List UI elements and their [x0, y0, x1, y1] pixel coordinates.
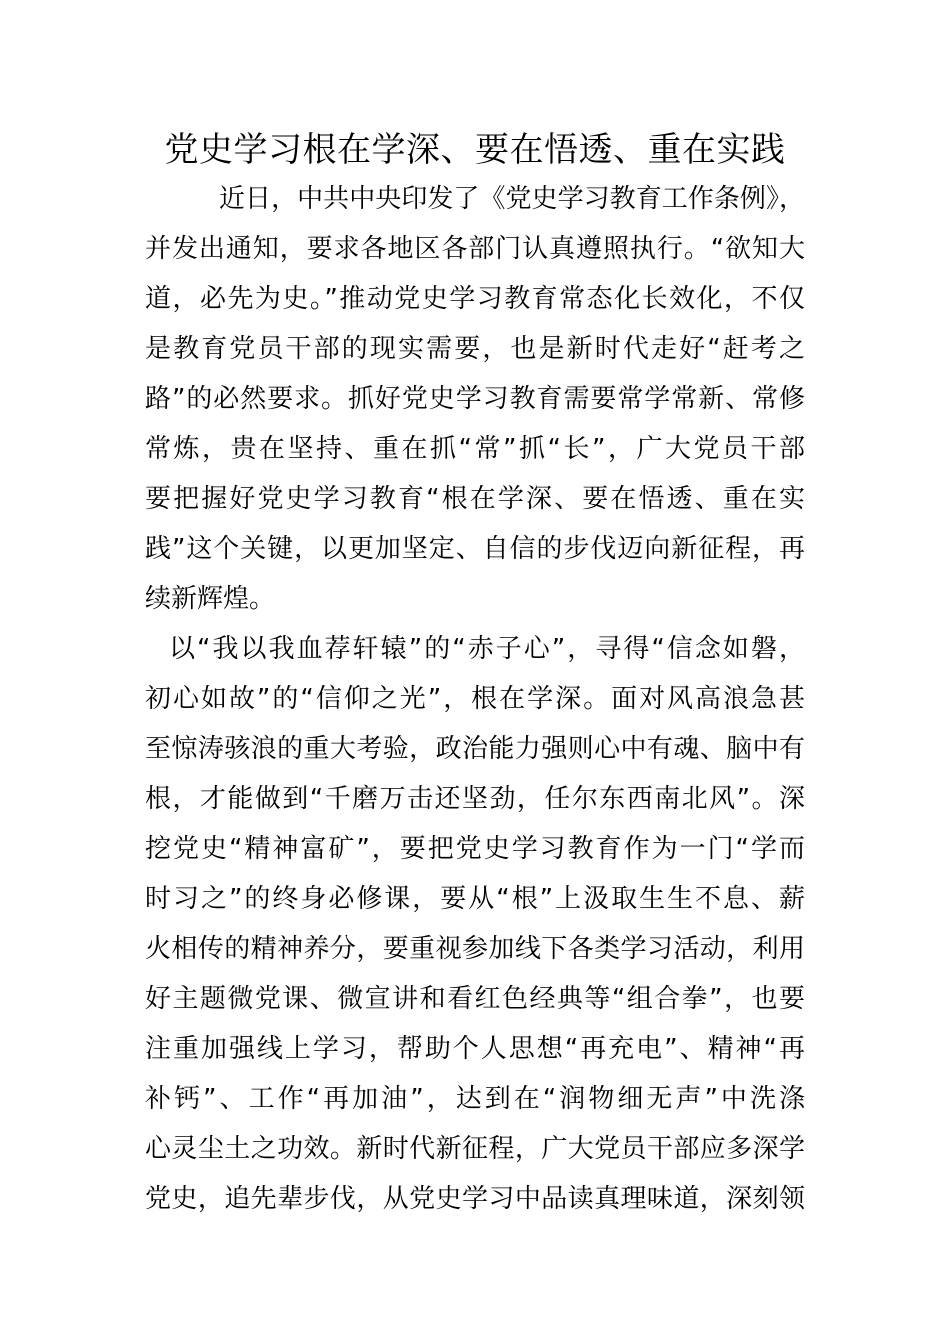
- paragraph-1-line-9: 续新辉煌。: [145, 584, 276, 614]
- paragraph-1-line-8: 践”这个关键，以更加坚定、自信的步伐迈向新征程，再: [145, 534, 805, 564]
- paragraph-2-line-10: 补钙”、工作“再加油”，达到在“润物细无声”中洗涤: [145, 1084, 805, 1114]
- paragraph-2-line-5: 挖党史“精神富矿”，要把党史学习教育作为一门“学而: [145, 834, 805, 864]
- paragraph-2-line-6: 时习之”的终身必修课，要从“根”上汲取生生不息、薪: [145, 884, 805, 914]
- paragraph-1-line-6: 常炼，贵在坚持、重在抓“常”抓“长”，广大党员干部: [145, 434, 805, 464]
- paragraph-2-line-9: 注重加强线上学习，帮助个人思想“再充电”、精神“再: [145, 1034, 805, 1064]
- paragraph-2-line-11: 心灵尘土之功效。新时代新征程，广大党员干部应多深学: [145, 1134, 805, 1164]
- paragraph-2-line-2: 初心如故”的“信仰之光”，根在学深。面对风高浪急甚: [145, 684, 805, 714]
- paragraph-2-line-12: 党史，追先辈步伐，从党史学习中品读真理味道，深刻领: [145, 1184, 805, 1214]
- paragraph-1-line-2: 并发出通知，要求各地区各部门认真遵照执行。“欲知大: [145, 234, 805, 264]
- paragraph-1-line-4: 是教育党员干部的现实需要，也是新时代走好“赶考之: [145, 334, 805, 364]
- paragraph-2-line-1: 以“我以我血荐轩辕”的“赤子心”，寻得“信念如磐，: [169, 634, 805, 664]
- paragraph-1-line-5: 路”的必然要求。抓好党史学习教育需要常学常新、常修: [145, 384, 805, 414]
- paragraph-2-line-7: 火相传的精神养分，要重视参加线下各类学习活动，利用: [145, 934, 805, 964]
- paragraph-1-line-7: 要把握好党史学习教育“根在学深、要在悟透、重在实: [145, 484, 805, 514]
- document-title: 党史学习根在学深、要在悟透、重在实践: [164, 130, 786, 170]
- paragraph-2-line-3: 至惊涛骇浪的重大考验，政治能力强则心中有魂、脑中有: [145, 734, 805, 764]
- paragraph-2-line-8: 好主题微党课、微宣讲和看红色经典等“组合拳”，也要: [145, 984, 805, 1014]
- paragraph-1-line-3: 道，必先为史。”推动党史学习教育常态化长效化，不仅: [145, 284, 805, 314]
- paragraph-1-line-1: 近日，中共中央印发了《党史学习教育工作条例》，: [219, 184, 805, 214]
- paragraph-2-line-4: 根，才能做到“千磨万击还坚劲，任尔东西南北风”。深: [145, 784, 805, 814]
